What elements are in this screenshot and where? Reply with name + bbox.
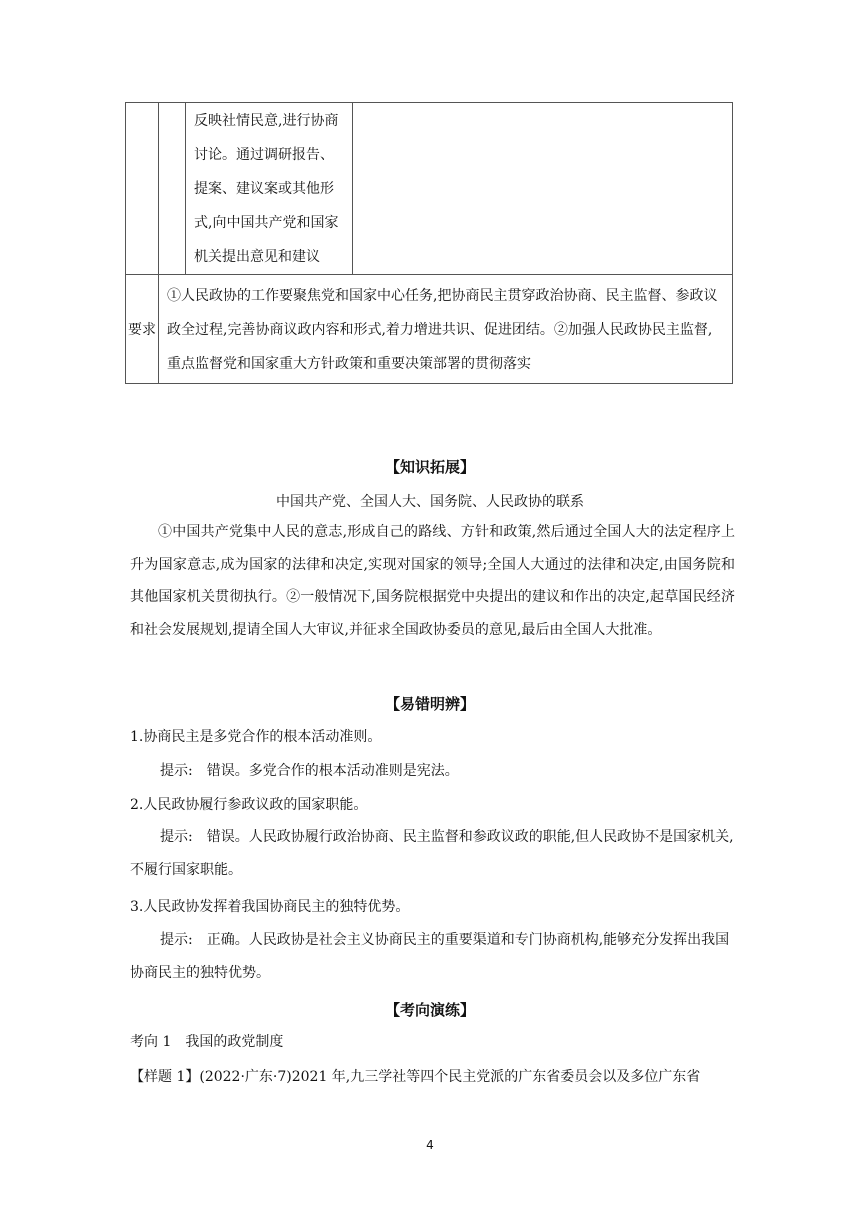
error-hint-1: 提示: 错误。多党合作的根本活动准则是宪法。	[160, 763, 459, 779]
function-text: 反映社情民意,进行协商讨论。通过调研报告、提案、建议案或其他形式,向中国共产党和国家机关提出意见和建议	[194, 113, 339, 265]
table-cell-empty	[159, 103, 186, 275]
page-number: 4	[426, 1138, 434, 1152]
knowledge-heading: 【知识拓展】	[384, 458, 475, 476]
practice-topic: 考向 1 我国的政党制度	[130, 1034, 284, 1050]
table-cell-empty	[126, 103, 159, 275]
practice-example: 【样题 1】(2022·广东·7)2021 年,九三学社等四个民主党派的广东省委员会以及多位广东省	[130, 1069, 701, 1085]
errors-heading: 【易错明辨】	[384, 695, 475, 713]
table-cell-requirement	[159, 275, 733, 384]
error-hint-2: 提示: 错误。人民政协履行政治协商、民主监督和参政议政的职能,但人民政协不是国家机关,不履行国家职能。	[130, 829, 734, 878]
error-statement-2: 2.人民政协履行参政议政的国家职能。	[130, 797, 368, 813]
practice-heading: 【考向演练】	[384, 1001, 475, 1019]
table-cell-function	[186, 103, 353, 275]
table-cell-empty	[353, 103, 733, 275]
requirement-text: ①人民政协的工作要聚焦党和国家中心任务,把协商民主贯穿政治协商、民主监督、参政议政全过程,完善协商议政内容和形式,着力增进共识、促进团结。②加强人民政协民主监督,重点监督党和国家重大方针政策和重要决策部署的贯彻落实	[167, 288, 718, 372]
error-hint-3: 提示: 正确。人民政协是社会主义协商民主的重要渠道和专门协商机构,能够充分发挥出我国协商民主的独特优势。	[130, 932, 730, 981]
requirement-label: 要求	[126, 275, 159, 384]
table-row	[126, 103, 733, 275]
knowledge-body: ①中国共产党集中人民的意志,形成自己的路线、方针和政策,然后通过全国人大的法定程序上升为国家意志,成为国家的法律和决定,实现对国家的领导;全国人大通过的法律和决定,由国务院和其他国家机关贯彻执行。②一般情况下,国务院根据党中央提出的建议和作出的决定,起草国民经济和社会发展规划,提请全国人大审议,并征求全国政协委员的意见,最后由全国人大批准。	[130, 524, 735, 638]
error-statement-3: 3.人民政协发挥着我国协商民主的独特优势。	[130, 899, 410, 915]
knowledge-subtitle: 中国共产党、全国人大、国务院、人民政协的联系	[276, 494, 584, 510]
table-row	[126, 275, 733, 384]
error-statement-1: 1.协商民主是多党合作的根本活动准则。	[130, 729, 382, 745]
policy-table	[125, 102, 733, 384]
